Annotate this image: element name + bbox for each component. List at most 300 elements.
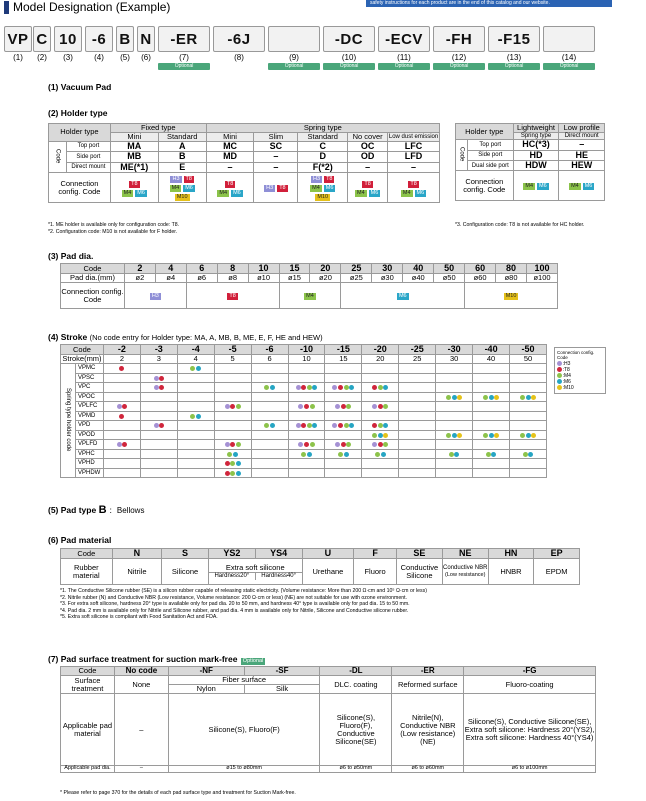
config-dot-icon xyxy=(457,433,462,438)
stroke-cell xyxy=(140,383,177,393)
surface-code-none: No code xyxy=(114,667,168,676)
stroke-cell xyxy=(399,430,436,440)
designation-code-box: 10 xyxy=(54,26,82,52)
stroke-cell xyxy=(214,421,251,431)
pad-dia-value: ø30 xyxy=(372,274,403,283)
stroke-mm: 4 xyxy=(177,355,214,364)
designation-number: (2) xyxy=(37,53,47,62)
stroke-cell xyxy=(473,459,510,469)
stroke-cell xyxy=(288,459,325,469)
config-dot-icon xyxy=(307,452,312,457)
config-dot-icon xyxy=(225,404,230,409)
stroke-cell xyxy=(288,411,325,421)
legend-title: Connection config. Code xyxy=(557,350,595,360)
material-urethane: Urethane xyxy=(302,559,354,585)
pad-dia-table xyxy=(60,263,558,309)
hardness-20: Hardness20° xyxy=(209,573,256,579)
stroke-cell xyxy=(510,421,547,431)
holder2-code-cell: HDW xyxy=(513,161,559,171)
stroke-cell xyxy=(510,383,547,393)
config-dot-icon xyxy=(528,452,533,457)
stroke-cell xyxy=(362,421,399,431)
stroke-cell xyxy=(214,392,251,402)
stroke-cell xyxy=(288,430,325,440)
stroke-mm: 20 xyxy=(362,355,399,364)
stroke-mm: 5 xyxy=(214,355,251,364)
stroke-cell xyxy=(362,373,399,383)
pad-dia-conn-t8 xyxy=(186,283,279,309)
pad-dia-code: 6 xyxy=(186,264,217,274)
fixed-type-header: Fixed type xyxy=(110,124,206,133)
stroke-holder-name: VPMD xyxy=(75,411,103,421)
config-dot-icon xyxy=(117,404,122,409)
stroke-cell xyxy=(510,430,547,440)
stroke-cell xyxy=(399,449,436,459)
holder-code-cell: – xyxy=(254,162,298,172)
config-dot-icon xyxy=(372,385,377,390)
stroke-cell xyxy=(140,392,177,402)
config-dot-icon xyxy=(196,414,201,419)
surface-footnote: * Please refer to page 370 for the details of each pad surface type and treatment for Suction Mark-free. xyxy=(60,790,296,796)
optional-badge: Optional xyxy=(158,63,210,70)
config-dot-icon xyxy=(233,452,238,457)
config-dot-icon xyxy=(378,423,383,428)
pad-dia-conn-m10 xyxy=(465,283,558,309)
stroke-cell xyxy=(177,392,214,402)
stroke-cell xyxy=(103,402,140,412)
holder-code-label xyxy=(49,141,67,172)
config-dot-icon xyxy=(486,452,491,457)
config-dot-icon xyxy=(344,385,349,390)
surface-treat-none: None xyxy=(114,676,168,694)
section-pad-material: (6) Pad material xyxy=(48,535,112,545)
designation-code-box: -ECV xyxy=(378,26,430,52)
cfg-H3: H3 xyxy=(151,293,159,300)
designation-code-box: C xyxy=(33,26,51,52)
holder2-note: *3. Configuration code: T8 is not available for HC holder. xyxy=(455,222,585,228)
stroke-cell xyxy=(214,383,251,393)
config-dot-icon xyxy=(341,404,346,409)
holder-col-header: Standard xyxy=(158,132,206,141)
holder-note-1: *1. ME holder is available only for configuration code: T8. xyxy=(48,222,180,228)
cfg-T8: T8 xyxy=(364,180,371,187)
stroke-cell xyxy=(436,364,473,374)
holder-col-header: Slim xyxy=(254,132,298,141)
pad-dia-value: ø100 xyxy=(527,274,558,283)
config-dot-icon xyxy=(446,395,451,400)
stroke-cell xyxy=(436,421,473,431)
material-code: F xyxy=(354,549,397,559)
cfg-H3: H3 xyxy=(172,176,180,183)
stroke-cell xyxy=(214,440,251,450)
stroke-holder-name: VPOC xyxy=(75,392,103,402)
holder-code-cell: A xyxy=(158,141,206,151)
surface-dia-none: – xyxy=(114,766,168,773)
config-dot-icon xyxy=(452,395,457,400)
holder-type-label: Holder type xyxy=(49,124,111,142)
stroke-code: -20 xyxy=(362,345,399,355)
stroke-cell xyxy=(251,373,288,383)
hardness-40: Hardness40° xyxy=(261,573,297,580)
config-dot-icon xyxy=(520,433,525,438)
stroke-code: -50 xyxy=(510,345,547,355)
stroke-code: -30 xyxy=(436,345,473,355)
pad-type-title: (5) Pad type xyxy=(48,505,97,515)
stroke-cell xyxy=(473,364,510,374)
config-dot-icon xyxy=(264,423,269,428)
stroke-holder-name: VPLFC xyxy=(75,402,103,412)
config-dot-icon xyxy=(494,433,499,438)
legend-dot-icon xyxy=(557,373,562,378)
stroke-cell xyxy=(436,411,473,421)
stroke-cell xyxy=(325,411,362,421)
stroke-cell xyxy=(177,364,214,374)
stroke-cell xyxy=(399,459,436,469)
material-code: N xyxy=(112,549,162,559)
config-dot-icon xyxy=(304,404,309,409)
config-dot-icon xyxy=(159,423,164,428)
cfg-M4: M4 xyxy=(219,189,228,196)
stroke-cell xyxy=(177,421,214,431)
cfg-M6: M6 xyxy=(185,185,193,192)
config-dot-icon xyxy=(338,385,343,390)
cfg-T8: T8 xyxy=(185,176,192,183)
stroke-legend xyxy=(554,347,606,394)
material-nitrile: Nitrile xyxy=(112,559,162,585)
surface-code-nf: -NF xyxy=(168,667,244,676)
config-dot-icon xyxy=(312,385,317,390)
material-code: S xyxy=(162,549,209,559)
material-label: Rubber material xyxy=(61,559,113,585)
config-dot-icon xyxy=(159,385,164,390)
stroke-mm: 3 xyxy=(140,355,177,364)
surface-app-fg: Silicone(S), Conductive Silicone(SE), Extra soft silicone: Hardness 20°(YS2), Extra soft silicone: Hardness 40°(YS4) xyxy=(464,694,596,766)
cfg-M10: M10 xyxy=(317,194,329,201)
holder-code-cell: F(*2) xyxy=(298,162,348,172)
config-dot-icon xyxy=(341,442,346,447)
surface-fiber-silk: Silk xyxy=(244,685,320,694)
stroke-cell xyxy=(510,364,547,374)
stroke-cell xyxy=(399,421,436,431)
config-dot-icon xyxy=(225,442,230,447)
surface-dia-label: Applicable pad dia. xyxy=(61,766,115,773)
pad-dia-value: ø10 xyxy=(248,274,279,283)
safety-notice-banner: safety instructions for each product are in the end of this catalog and our website. xyxy=(366,0,612,7)
config-dot-icon xyxy=(383,404,388,409)
holder-code-cell: SC xyxy=(254,141,298,151)
stroke-cell xyxy=(362,440,399,450)
stroke-cell xyxy=(140,411,177,421)
holder2-code-label xyxy=(456,140,468,171)
config-dot-icon xyxy=(225,471,230,476)
stroke-cell xyxy=(103,383,140,393)
surface-title: (7) Pad surface treatment for suction mark-free xyxy=(48,654,238,664)
surface-treat-label: Surface treatment xyxy=(61,676,115,694)
stroke-cell xyxy=(288,373,325,383)
stroke-cell xyxy=(103,392,140,402)
holder2-code-cell: – xyxy=(559,140,605,150)
holder2-sub-spring: Spring type xyxy=(513,132,559,139)
config-dot-icon xyxy=(236,404,241,409)
designation-code-box: B xyxy=(116,26,134,52)
stroke-cell xyxy=(214,373,251,383)
material-code-label: Code xyxy=(61,549,113,559)
config-dot-icon xyxy=(335,442,340,447)
stroke-cell xyxy=(436,449,473,459)
config-dot-icon xyxy=(332,385,337,390)
holder-col-header: Low dust emission xyxy=(388,133,439,140)
config-dot-icon xyxy=(494,395,499,400)
spring-type-header: Spring type xyxy=(206,124,439,133)
stroke-cell xyxy=(251,468,288,478)
stroke-cell xyxy=(177,373,214,383)
stroke-cell xyxy=(177,468,214,478)
config-dot-icon xyxy=(457,395,462,400)
stroke-cell xyxy=(214,459,251,469)
cfg-M6: M6 xyxy=(370,189,379,196)
config-dot-icon xyxy=(372,404,377,409)
legend-dot-icon xyxy=(557,367,562,372)
stroke-cell xyxy=(473,440,510,450)
optional-badge: Optional xyxy=(268,63,320,70)
material-silicone: Silicone xyxy=(162,559,209,585)
stroke-code: -25 xyxy=(399,345,436,355)
stroke-cell xyxy=(177,449,214,459)
designation-number: (7) xyxy=(179,53,189,62)
surface-treat-reformed: Reformed surface xyxy=(392,676,464,694)
holder-code-cell: – xyxy=(206,162,254,172)
stroke-cell xyxy=(103,449,140,459)
optional-badge: Optional xyxy=(323,63,375,70)
surface-app-label: Applicable pad material xyxy=(61,694,115,766)
surface-app-fiber: Silicone(S), Fluoro(F) xyxy=(168,694,320,766)
material-code: YS2 xyxy=(208,549,255,559)
stroke-side-vert: Spring type holder code xyxy=(65,388,72,452)
config-dot-icon xyxy=(335,404,340,409)
stroke-cell xyxy=(325,373,362,383)
stroke-cell xyxy=(251,402,288,412)
pad-dia-value: ø6 xyxy=(186,274,217,283)
config-dot-icon xyxy=(372,423,377,428)
stroke-holder-name: VPD xyxy=(75,421,103,431)
config-dot-icon xyxy=(301,385,306,390)
pad-dia-code: 100 xyxy=(527,264,558,274)
stroke-code: -40 xyxy=(473,345,510,355)
config-dot-icon xyxy=(381,452,386,457)
pad-dia-code: 40 xyxy=(403,264,434,274)
stroke-cell xyxy=(251,449,288,459)
stroke-cell xyxy=(140,402,177,412)
stroke-cell xyxy=(325,468,362,478)
config-dot-icon xyxy=(446,433,451,438)
cfg-T8: T8 xyxy=(326,176,333,183)
stroke-cell xyxy=(362,364,399,374)
legend-dot-icon xyxy=(557,385,562,390)
holder-conn-cell xyxy=(158,173,206,203)
stroke-mm: 25 xyxy=(399,355,436,364)
stroke-cell xyxy=(362,449,399,459)
designation-code-box: VP xyxy=(4,26,32,52)
stroke-cell xyxy=(510,392,547,402)
config-dot-icon xyxy=(378,433,383,438)
holder-note-2: *2. Configuration code: M10 is not available for F holder. xyxy=(48,229,178,235)
designation-code-box xyxy=(543,26,595,52)
config-dot-icon xyxy=(523,452,528,457)
holder2-row-label: Top port xyxy=(467,140,513,150)
stroke-cell xyxy=(399,364,436,374)
stroke-cell xyxy=(362,392,399,402)
stroke-cell xyxy=(399,468,436,478)
stroke-cell xyxy=(436,402,473,412)
cfg-H3: H3 xyxy=(266,185,274,192)
stroke-table xyxy=(60,344,547,478)
stroke-cell xyxy=(214,468,251,478)
config-dot-icon xyxy=(344,423,349,428)
config-dot-icon xyxy=(452,433,457,438)
stroke-cell xyxy=(288,421,325,431)
pad-dia-code-label: Code xyxy=(61,264,125,274)
pad-dia-code: 50 xyxy=(434,264,465,274)
holder-conn-cell xyxy=(388,173,440,203)
config-dot-icon xyxy=(159,376,164,381)
pad-dia-value: ø8 xyxy=(217,274,248,283)
stroke-code: -2 xyxy=(103,345,140,355)
stroke-cell xyxy=(362,411,399,421)
stroke-cell xyxy=(436,440,473,450)
stroke-cell xyxy=(399,392,436,402)
pad-dia-code: 10 xyxy=(248,264,279,274)
config-dot-icon xyxy=(531,395,536,400)
surface-treat-fluoro: Fluoro-coating xyxy=(464,676,596,694)
cfg-M6: M6 xyxy=(539,183,547,190)
stroke-cell xyxy=(436,468,473,478)
config-dot-icon xyxy=(301,452,306,457)
config-dot-icon xyxy=(346,404,351,409)
config-dot-icon xyxy=(449,452,454,457)
pad-dia-code: 20 xyxy=(310,264,341,274)
holder-conn-cell xyxy=(254,173,298,203)
surface-optional-badge: Optional xyxy=(242,658,264,664)
holder-code-cell: MB xyxy=(110,152,158,162)
stroke-cell xyxy=(251,383,288,393)
config-dot-icon xyxy=(236,461,241,466)
stroke-cell xyxy=(251,364,288,374)
holder-row-label: Top port xyxy=(66,141,110,151)
holder-code-cell: E xyxy=(158,162,206,172)
stroke-cell xyxy=(288,468,325,478)
stroke-cell xyxy=(510,402,547,412)
material-note: *4. Pad dia. 2 mm is available only for Nitrile and Silicone rubber, and pad dia. 4 mm is available only for Nitrile, Silicone and Conductive silicone rubber. xyxy=(60,607,409,614)
config-dot-icon xyxy=(483,395,488,400)
config-dot-icon xyxy=(372,433,377,438)
pad-dia-value: ø80 xyxy=(496,274,527,283)
holder2-code-cell: HEW xyxy=(559,161,605,171)
stroke-cell xyxy=(251,392,288,402)
cfg-M4: M4 xyxy=(571,183,579,190)
designation-number: (14) xyxy=(561,53,577,62)
config-dot-icon xyxy=(526,433,531,438)
config-dot-icon xyxy=(520,395,525,400)
designation-number: (6) xyxy=(141,53,151,62)
section-pad-type: (5) Pad type B ：Bellows xyxy=(48,504,145,516)
pad-dia-conn-m4 xyxy=(279,283,341,309)
holder-code-cell: LFC xyxy=(388,141,440,151)
holder-row-label: Direct mount xyxy=(66,162,110,172)
stroke-mm: 30 xyxy=(436,355,473,364)
stroke-cell xyxy=(325,430,362,440)
legend-item-label: :H3 xyxy=(562,361,571,367)
holder2-code-cell: HD xyxy=(513,150,559,160)
stroke-holder-name: VPOD xyxy=(75,430,103,440)
material-note: *1. The Conductive Silicone rubber (SE) is a silicon rubber capable of releasing static electricity. (Volume resistance: More than 200 Ω·cm and 10⁵ Ω·cm or less) xyxy=(60,588,427,594)
section-surface-treatment xyxy=(48,654,266,665)
holder2-col-lightweight: Lightweight xyxy=(513,124,559,133)
stroke-cell xyxy=(399,373,436,383)
material-conductive-silicone: Conductive Silicone xyxy=(396,559,442,585)
stroke-cell xyxy=(251,430,288,440)
config-dot-icon xyxy=(154,423,159,428)
material-note: *5. Extra soft silicone is compliant with Food Sanitation Act and FDA. xyxy=(60,614,218,621)
surface-app-dl: Silicone(S), Fluoro(F), Conductive Silicone(SE) xyxy=(320,694,392,766)
stroke-mm: 2 xyxy=(103,355,140,364)
config-dot-icon xyxy=(236,471,241,476)
config-dot-icon xyxy=(119,366,124,371)
material-code: SE xyxy=(396,549,442,559)
cfg-M4: M4 xyxy=(306,293,314,300)
holder2-code-vert: Code xyxy=(458,147,465,162)
stroke-cell xyxy=(399,411,436,421)
stroke-cell xyxy=(140,373,177,383)
cfg-T8: T8 xyxy=(229,293,236,300)
pad-dia-value: ø40 xyxy=(403,274,434,283)
surface-code-dl: -DL xyxy=(320,667,392,676)
holder-code-cell: MD xyxy=(206,152,254,162)
pad-dia-value: ø25 xyxy=(341,274,372,283)
legend-item-label: :M4 xyxy=(562,373,571,379)
holder-code-vert: Code xyxy=(54,148,61,164)
material-extra-soft-label: Extra soft silicone xyxy=(225,563,285,573)
stroke-code: -3 xyxy=(140,345,177,355)
holder-code-cell: C xyxy=(298,141,348,151)
stroke-cell xyxy=(473,468,510,478)
material-extra-soft xyxy=(208,559,302,585)
pad-dia-value: ø4 xyxy=(155,274,186,283)
legend-item xyxy=(557,385,603,391)
config-dot-icon xyxy=(349,423,354,428)
holder-code-cell: – xyxy=(254,152,298,162)
holder-code-cell: – xyxy=(348,162,388,172)
holder-code-cell: OD xyxy=(348,152,388,162)
stroke-cell xyxy=(140,468,177,478)
config-dot-icon xyxy=(383,433,388,438)
holder-code-cell: B xyxy=(158,152,206,162)
config-dot-icon xyxy=(372,442,377,447)
stroke-code: -6 xyxy=(251,345,288,355)
pad-dia-conn-m6 xyxy=(341,283,465,309)
stroke-cell xyxy=(288,364,325,374)
stroke-holder-name: VPHDW xyxy=(75,468,103,478)
stroke-side-label xyxy=(61,364,76,478)
stroke-cell xyxy=(177,459,214,469)
holder-code-cell: MA xyxy=(110,141,158,151)
section-pad-dia: (3) Pad dia. xyxy=(48,251,94,261)
config-dot-icon xyxy=(307,385,312,390)
designation-code-box: -6 xyxy=(85,26,113,52)
config-dot-icon xyxy=(346,442,351,447)
holder-conn-label: Connection config. Code xyxy=(49,173,111,203)
stroke-cell xyxy=(362,383,399,393)
material-hnbr: HNBR xyxy=(488,559,534,585)
